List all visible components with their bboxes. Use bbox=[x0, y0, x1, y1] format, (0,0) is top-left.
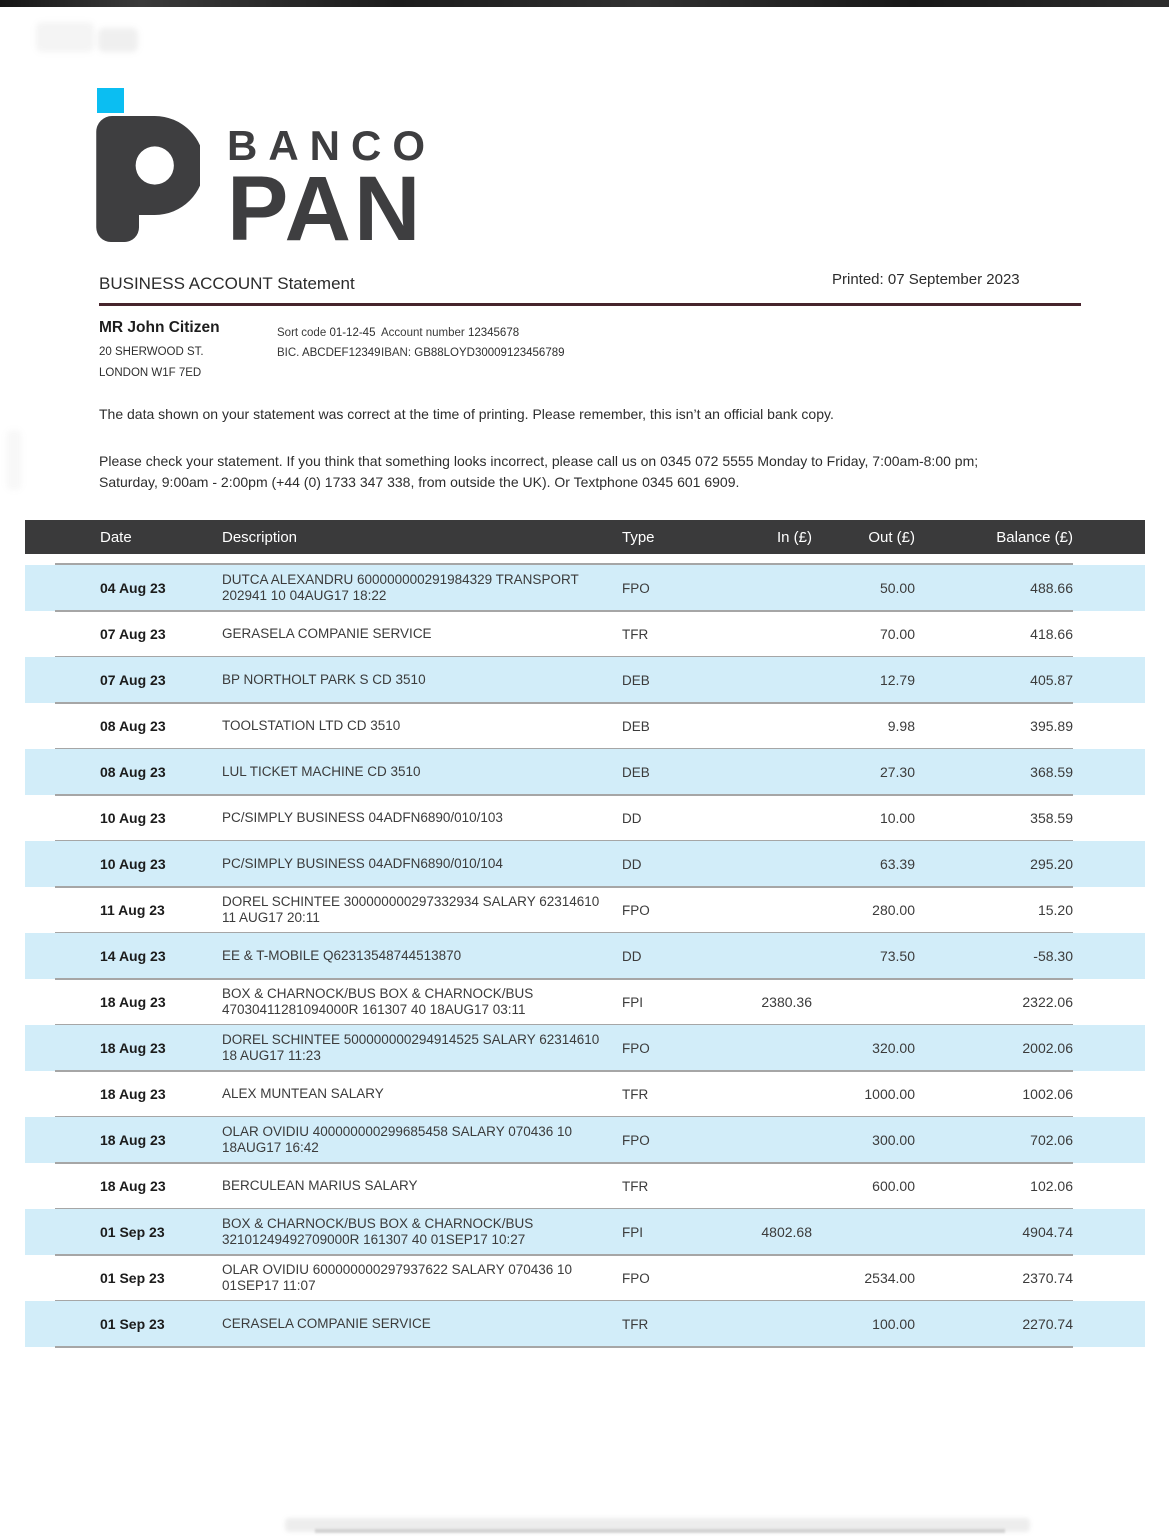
transaction-type: FPO bbox=[622, 1040, 650, 1056]
transaction-description: BOX & CHARNOCK/BUS BOX & CHARNOCK/BUS 47030411281094000R 161307 40 18AUG17 03:11 bbox=[222, 986, 534, 1017]
brand-name-line1: BANCO bbox=[227, 122, 436, 169]
account-number-value: 12345678 bbox=[467, 327, 520, 339]
transaction-balance: 2322.06 bbox=[1022, 994, 1073, 1010]
sort-code-label: Sort code bbox=[277, 327, 327, 339]
table-row bbox=[25, 1025, 1145, 1071]
statement-check-notice: Please check your statement. If you think that something looks incorrect, please call us on 0345 072 5555 Monday to Friday, 7:00am-8:00 pm; Saturday, 9:00am - 2:00pm (+44 (0) 1733 347 338, from outside the UK). Or Textphone 0345 601 6909. bbox=[99, 453, 979, 490]
transaction-out-amount: 63.39 bbox=[879, 856, 915, 872]
transaction-balance: -58.30 bbox=[1033, 948, 1073, 964]
transaction-date: 01 Sep 23 bbox=[100, 1270, 165, 1286]
table-row bbox=[25, 611, 1145, 657]
transaction-out-amount: 9.98 bbox=[887, 718, 915, 734]
transaction-in-amount: 2380.36 bbox=[761, 994, 812, 1010]
transaction-out-amount: 50.00 bbox=[879, 580, 915, 596]
transaction-type: FPO bbox=[622, 1132, 650, 1148]
brand-name-line2: PAN bbox=[227, 158, 424, 260]
transaction-balance: 2270.74 bbox=[1022, 1316, 1073, 1332]
transaction-description: DUTCA ALEXANDRU 600000000291984329 TRANSPORT 202941 10 04AUG17 18:22 bbox=[222, 572, 579, 603]
column-header-type: Type bbox=[622, 528, 655, 546]
account-holder-name: MR John Citizen bbox=[99, 319, 220, 336]
transaction-out-amount: 27.30 bbox=[879, 764, 915, 780]
transaction-type: TFR bbox=[622, 1178, 649, 1194]
transaction-out-amount: 10.00 bbox=[879, 810, 915, 826]
transaction-balance: 405.87 bbox=[1030, 672, 1073, 688]
transaction-date: 07 Aug 23 bbox=[100, 626, 166, 642]
transaction-type: DEB bbox=[622, 764, 650, 780]
transaction-type: TFR bbox=[622, 626, 649, 642]
iban bbox=[381, 347, 565, 359]
account-codes-column bbox=[277, 327, 381, 359]
printed-date: Printed: 07 September 2023 bbox=[832, 271, 1020, 288]
table-row bbox=[25, 1117, 1145, 1163]
account-address-line2: LONDON W1F 7ED bbox=[99, 367, 202, 379]
scan-artifact-smudge bbox=[36, 22, 94, 52]
header-divider-rule bbox=[99, 303, 1081, 306]
transaction-type: FPI bbox=[622, 994, 644, 1010]
transaction-out-amount: 300.00 bbox=[872, 1132, 915, 1148]
transaction-out-amount: 12.79 bbox=[879, 672, 915, 688]
account-number bbox=[381, 327, 565, 339]
transaction-description: OLAR OVIDIU 400000000299685458 SALARY 070436 10 18AUG17 16:42 bbox=[222, 1124, 573, 1155]
transaction-type: TFR bbox=[622, 1316, 649, 1332]
table-row bbox=[25, 841, 1145, 887]
transaction-date: 18 Aug 23 bbox=[100, 1178, 166, 1194]
transaction-description: PC/SIMPLY BUSINESS 04ADFN6890/010/103 bbox=[222, 810, 503, 825]
transaction-type: DD bbox=[622, 856, 642, 872]
scan-artifact-smudge bbox=[6, 430, 22, 490]
table-row bbox=[25, 1301, 1145, 1347]
transaction-balance: 395.89 bbox=[1030, 718, 1073, 734]
transaction-date: 14 Aug 23 bbox=[100, 948, 166, 964]
statement-title: BUSINESS ACCOUNT Statement bbox=[99, 274, 355, 293]
transaction-date: 10 Aug 23 bbox=[100, 810, 166, 826]
account-address-line1: 20 SHERWOOD ST. bbox=[99, 346, 204, 358]
scan-artifact-bottom-line bbox=[315, 1529, 1005, 1533]
transaction-balance: 4904.74 bbox=[1022, 1224, 1073, 1240]
scan-artifact-smudge bbox=[98, 28, 138, 52]
scan-artifact-top-bar bbox=[0, 0, 1169, 7]
transaction-description: OLAR OVIDIU 600000000297937622 SALARY 070436 10 01SEP17 11:07 bbox=[222, 1262, 573, 1293]
transaction-balance: 702.06 bbox=[1030, 1132, 1073, 1148]
column-header-in: In (£) bbox=[776, 528, 812, 546]
transaction-description: GERASELA COMPANIE SERVICE bbox=[222, 626, 432, 641]
table-row bbox=[25, 1163, 1145, 1209]
transaction-balance: 102.06 bbox=[1030, 1178, 1073, 1194]
iban-value: GB88LOYD30009123456789 bbox=[414, 347, 565, 359]
table-row bbox=[25, 1255, 1145, 1301]
brand-wordmark bbox=[227, 122, 436, 260]
sort-code bbox=[277, 327, 381, 339]
transactions-table bbox=[25, 520, 1145, 1347]
transaction-description: PC/SIMPLY BUSINESS 04ADFN6890/010/104 bbox=[222, 856, 503, 871]
transaction-type: TFR bbox=[622, 1086, 649, 1102]
transaction-date: 10 Aug 23 bbox=[100, 856, 166, 872]
transaction-description: TOOLSTATION LTD CD 3510 bbox=[222, 718, 401, 733]
transaction-type: DEB bbox=[622, 672, 650, 688]
transaction-out-amount: 73.50 bbox=[879, 948, 915, 964]
transaction-date: 04 Aug 23 bbox=[100, 580, 166, 596]
transaction-description: LUL TICKET MACHINE CD 3510 bbox=[222, 764, 421, 779]
table-row bbox=[25, 565, 1145, 611]
sort-code-value: 01-12-45 bbox=[329, 327, 376, 339]
transaction-type: DD bbox=[622, 810, 642, 826]
transaction-type: DD bbox=[622, 948, 642, 964]
transaction-balance: 295.20 bbox=[1030, 856, 1073, 872]
transaction-balance: 15.20 bbox=[1037, 902, 1073, 918]
table-row bbox=[25, 795, 1145, 841]
column-header-description: Description bbox=[222, 528, 298, 546]
table-row bbox=[25, 887, 1145, 933]
transaction-date: 08 Aug 23 bbox=[100, 764, 166, 780]
bic-value: ABCDEF12349 bbox=[301, 347, 381, 359]
transaction-balance: 1002.06 bbox=[1022, 1086, 1073, 1102]
transaction-date: 11 Aug 23 bbox=[100, 902, 165, 918]
transaction-balance: 368.59 bbox=[1030, 764, 1073, 780]
transaction-description: CERASELA COMPANIE SERVICE bbox=[222, 1316, 431, 1331]
table-row bbox=[25, 657, 1145, 703]
transaction-out-amount: 1000.00 bbox=[864, 1086, 915, 1102]
transaction-description: DOREL SCHINTEE 500000000294914525 SALARY 62314610 18 AUG17 11:23 bbox=[222, 1032, 600, 1063]
transaction-out-amount: 100.00 bbox=[872, 1316, 915, 1332]
transaction-type: FPO bbox=[622, 902, 650, 918]
transaction-description: BP NORTHOLT PARK S CD 3510 bbox=[222, 672, 426, 687]
bic bbox=[277, 347, 381, 359]
transaction-balance: 2002.06 bbox=[1022, 1040, 1073, 1056]
transaction-balance: 358.59 bbox=[1030, 810, 1073, 826]
table-row bbox=[25, 1209, 1145, 1255]
transaction-out-amount: 70.00 bbox=[879, 626, 915, 642]
transaction-type: FPI bbox=[622, 1224, 644, 1240]
transaction-description: BOX & CHARNOCK/BUS BOX & CHARNOCK/BUS 32101249492709000R 161307 40 01SEP17 10:27 bbox=[222, 1216, 534, 1247]
iban-label: IBAN: bbox=[381, 347, 412, 359]
transaction-balance: 418.66 bbox=[1030, 626, 1073, 642]
transaction-balance: 2370.74 bbox=[1022, 1270, 1073, 1286]
table-row bbox=[25, 979, 1145, 1025]
table-row bbox=[25, 933, 1145, 979]
column-header-date: Date bbox=[100, 528, 132, 546]
transactions-body bbox=[25, 565, 1145, 1347]
brand-cyan-square bbox=[97, 88, 124, 113]
transaction-out-amount: 2534.00 bbox=[864, 1270, 915, 1286]
transaction-out-amount: 280.00 bbox=[872, 902, 915, 918]
account-numbers-column bbox=[381, 327, 565, 359]
transaction-out-amount: 320.00 bbox=[872, 1040, 915, 1056]
transaction-date: 08 Aug 23 bbox=[100, 718, 166, 734]
transaction-description: ALEX MUNTEAN SALARY bbox=[222, 1086, 384, 1101]
transactions-table-header bbox=[25, 520, 1145, 554]
transaction-description: EE & T-MOBILE Q62313548744513870 bbox=[222, 948, 462, 963]
transaction-description: DOREL SCHINTEE 300000000297332934 SALARY 62314610 11 AUG17 20:11 bbox=[222, 894, 600, 925]
statement-correctness-notice: The data shown on your statement was correct at the time of printing. Please remember, this isn’t an official bank copy. bbox=[99, 406, 834, 422]
transaction-date: 18 Aug 23 bbox=[100, 1132, 166, 1148]
transaction-date: 18 Aug 23 bbox=[100, 994, 166, 1010]
account-info-block bbox=[99, 319, 565, 379]
column-header-out: Out (£) bbox=[868, 528, 915, 546]
transaction-date: 01 Sep 23 bbox=[100, 1224, 165, 1240]
bic-label: BIC. bbox=[277, 347, 300, 359]
table-row bbox=[25, 1071, 1145, 1117]
transaction-balance: 488.66 bbox=[1030, 580, 1073, 596]
banco-pan-p-logo-icon bbox=[96, 116, 200, 242]
transaction-date: 07 Aug 23 bbox=[100, 672, 166, 688]
transaction-in-amount: 4802.68 bbox=[761, 1224, 812, 1240]
table-row bbox=[25, 749, 1145, 795]
transaction-description: BERCULEAN MARIUS SALARY bbox=[222, 1178, 418, 1193]
transaction-type: FPO bbox=[622, 580, 650, 596]
transaction-out-amount: 600.00 bbox=[872, 1178, 915, 1194]
transaction-date: 18 Aug 23 bbox=[100, 1040, 166, 1056]
transaction-date: 01 Sep 23 bbox=[100, 1316, 165, 1332]
transaction-type: DEB bbox=[622, 718, 650, 734]
transaction-type: FPO bbox=[622, 1270, 650, 1286]
table-row bbox=[25, 703, 1145, 749]
account-number-label: Account number bbox=[381, 327, 465, 339]
transaction-date: 18 Aug 23 bbox=[100, 1086, 166, 1102]
column-header-balance: Balance (£) bbox=[996, 528, 1073, 546]
